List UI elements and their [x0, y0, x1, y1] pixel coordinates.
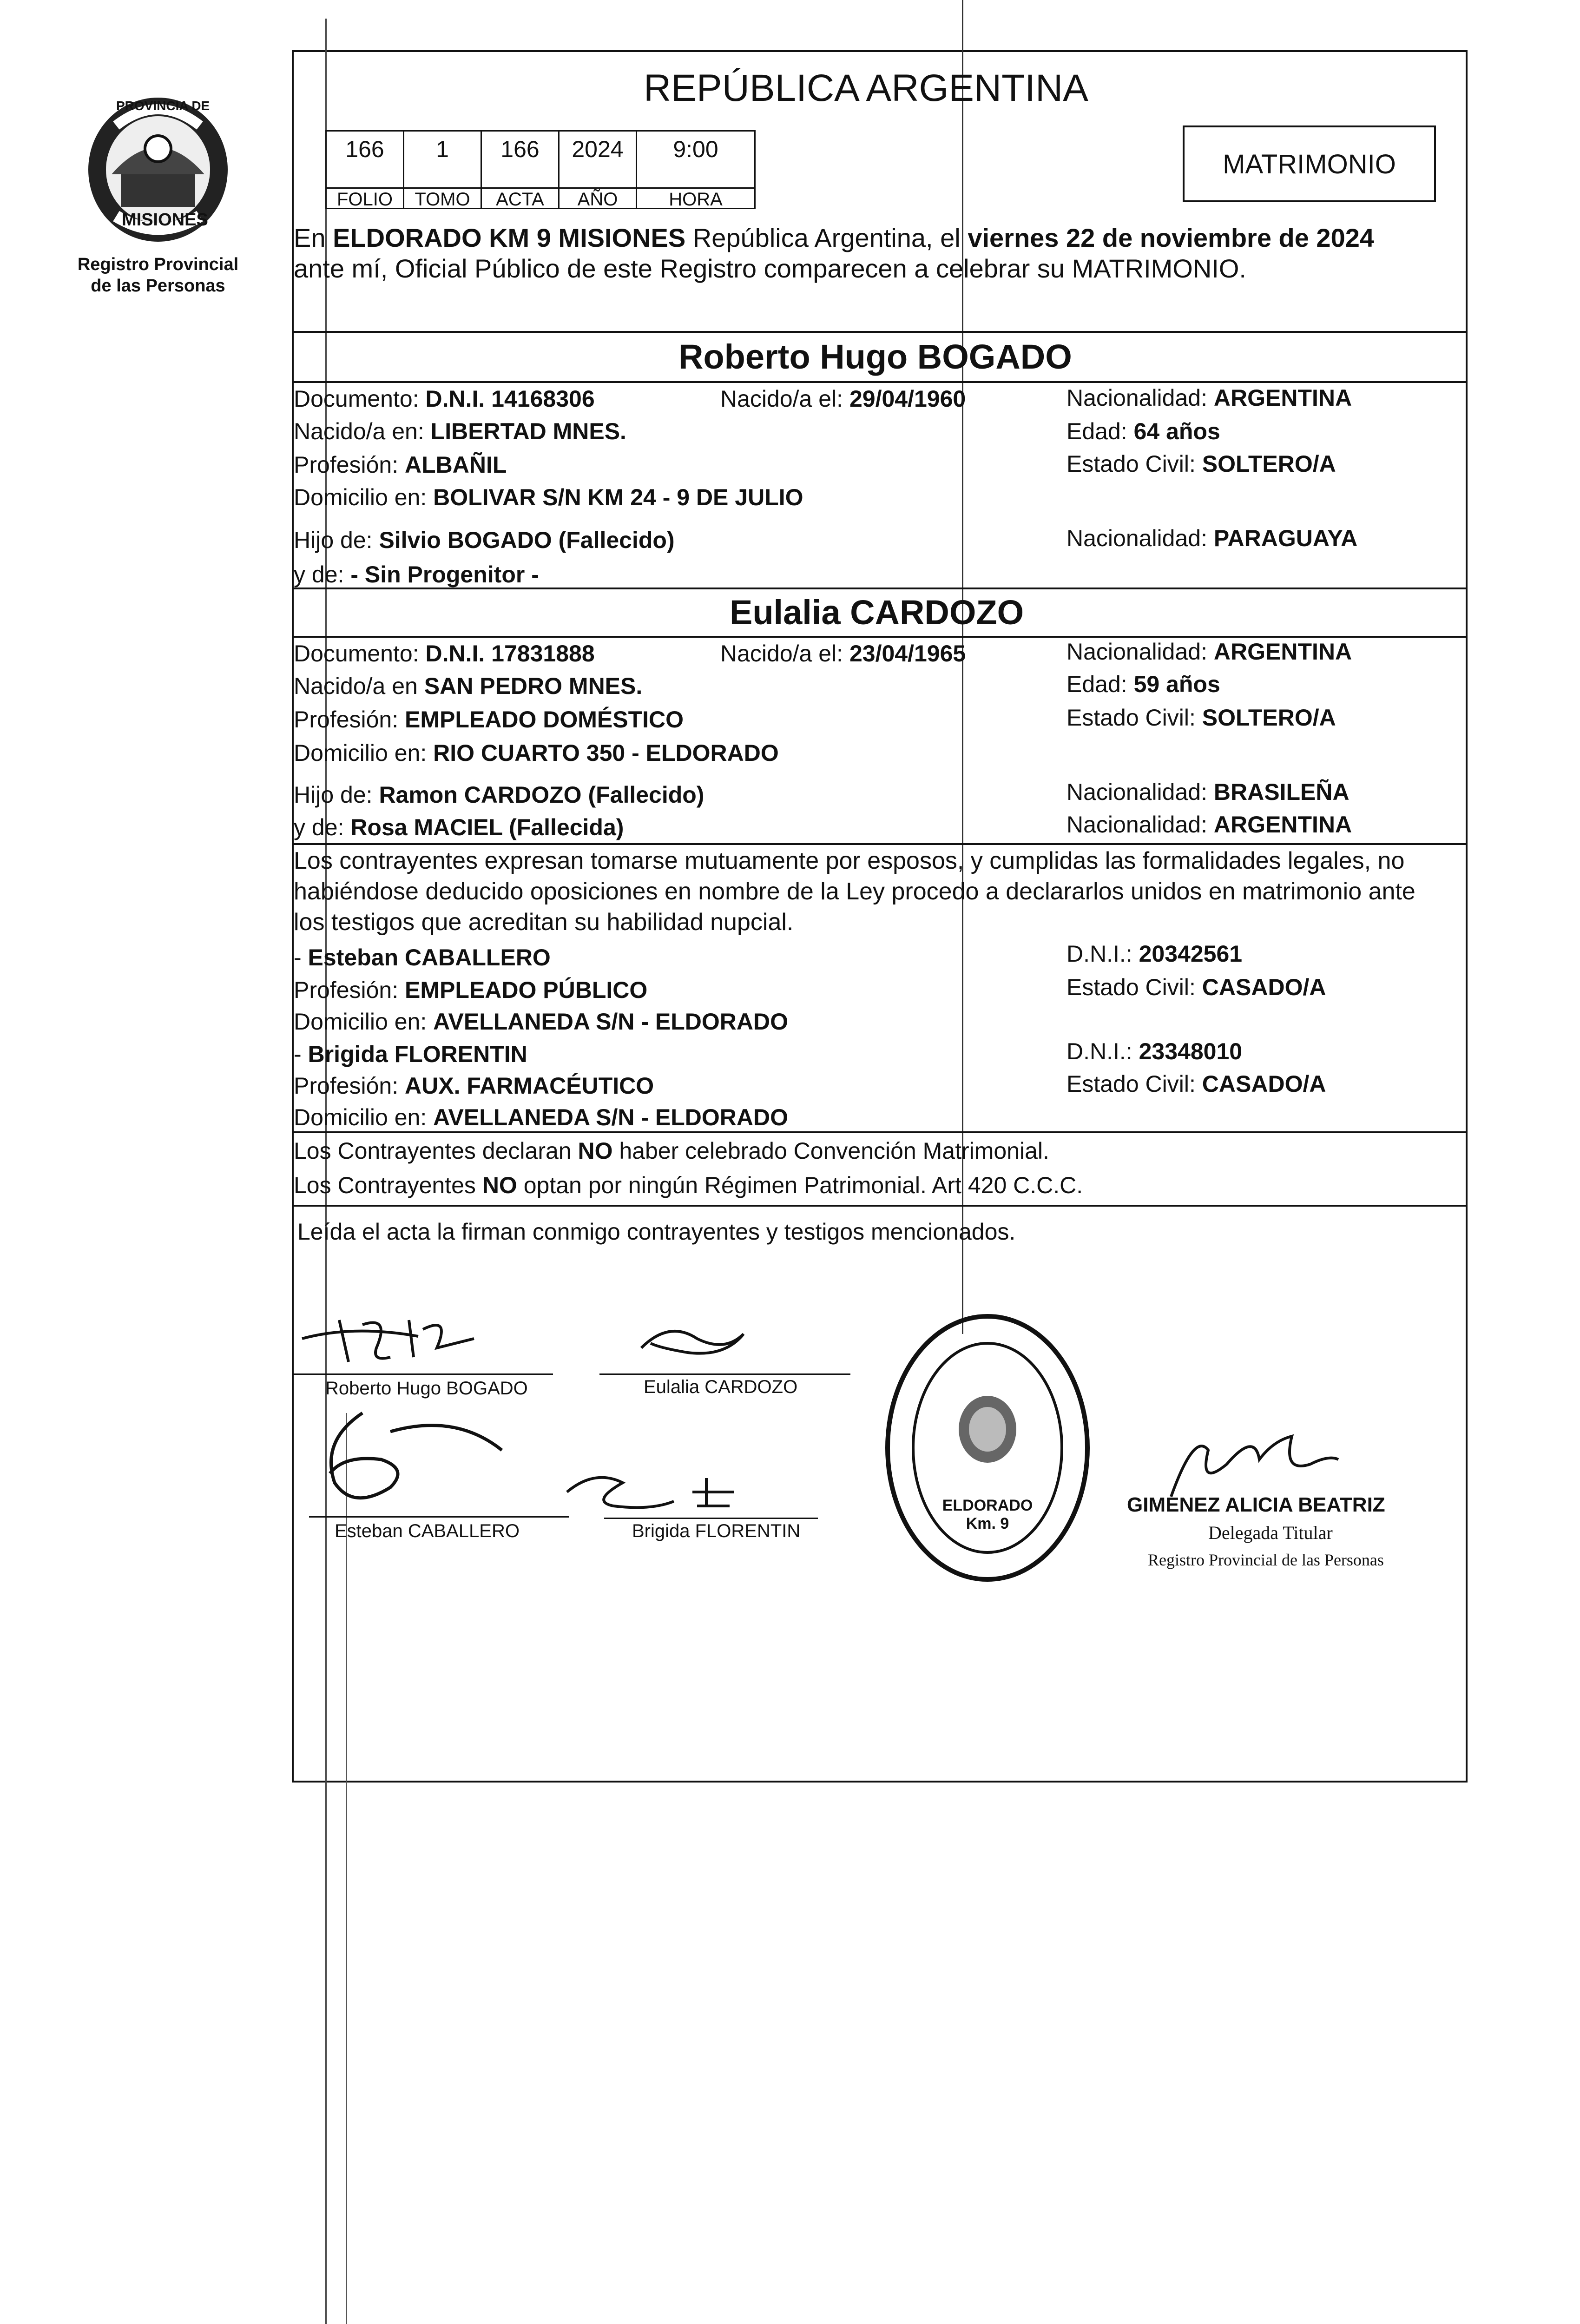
frame-bottom	[292, 1781, 1468, 1783]
signature-name-eulalia: Eulalia CARDOZO	[644, 1377, 798, 1397]
father-label: Hijo de:	[294, 782, 373, 808]
regime-text: haber celebrado Convención Matrimonial.	[619, 1138, 1049, 1164]
place-label: Nacido/a en:	[294, 418, 424, 444]
civil-value: SOLTERO/A	[1202, 705, 1336, 731]
year-label: AÑO	[560, 187, 636, 210]
witness2-prof	[294, 1072, 654, 1100]
declaration-line2: habiéndose deducido oposiciones en nombre de la Ley procedo a declararlos unidos en matrimonio ante	[294, 878, 1415, 905]
addr-value: BOLIVAR S/N KM 24 - 9 DE JULIO	[433, 484, 803, 510]
nat-label: Nacionalidad:	[1066, 385, 1207, 411]
place-value: SAN PEDRO MNES.	[424, 673, 643, 699]
spouse2-mother-nat	[1066, 811, 1352, 838]
declaration-line1: Los contrayentes expresan tomarse mutuamente por esposos, y cumplidas las formalidades legales, no	[294, 847, 1405, 874]
born-value: 29/04/1960	[849, 386, 966, 412]
witness2-dni	[1066, 1037, 1242, 1065]
registry-name-line2: de las Personas	[91, 276, 225, 296]
mother-value: - Sin Progenitor -	[350, 561, 539, 588]
witness1-prof	[294, 976, 647, 1004]
spouse2-mother	[294, 813, 624, 841]
divider	[292, 843, 1468, 845]
closing-text: Leída el acta la firman conmigo contrayentes y testigos mencionados.	[297, 1219, 1016, 1245]
mother-label: y de:	[294, 814, 344, 840]
witness1-dni	[1066, 940, 1242, 968]
spouse1-civil	[1066, 450, 1336, 478]
witness1-addr	[294, 1008, 788, 1036]
tomo-label: TOMO	[404, 187, 481, 210]
stamp-center-text: ELDORADO Km. 9	[942, 1497, 1033, 1532]
nat-label: Nacionalidad:	[1066, 639, 1207, 665]
divider	[292, 381, 1468, 383]
addr-label: Domicilio en:	[294, 1104, 427, 1130]
divider	[292, 588, 1468, 589]
nat-value: ARGENTINA	[1213, 639, 1352, 665]
doc-label: Documento:	[294, 386, 419, 412]
regime-text: Los Contrayentes declaran	[294, 1138, 572, 1164]
spouse1-mother	[294, 561, 539, 588]
spouse2-father	[294, 781, 704, 809]
spouse1-age	[1066, 417, 1220, 445]
nat-label: Nacionalidad:	[1066, 812, 1207, 838]
intro-line2: ante mí, Oficial Público de este Registro comparecen a celebrar su MATRIMONIO.	[294, 254, 1246, 283]
spouse2-born	[720, 640, 966, 667]
signature-line	[599, 1373, 850, 1375]
nat-value: ARGENTINA	[1213, 385, 1352, 411]
mother-label: y de:	[294, 561, 344, 588]
act-type-label: MATRIMONIO	[1223, 149, 1396, 179]
father-value: Ramon CARDOZO (Fallecido)	[379, 782, 704, 808]
father-label: Hijo de:	[294, 527, 373, 553]
official-stamp	[883, 1311, 1092, 1585]
regime-text: optan por ningún Régimen Patrimonial. Art 420 C.C.C.	[523, 1172, 1083, 1198]
dni-value: 23348010	[1139, 1038, 1243, 1064]
spouse1-name: Roberto Hugo BOGADO	[678, 337, 1072, 376]
civil-label: Estado Civil:	[1066, 705, 1196, 731]
addr-label: Domicilio en:	[294, 484, 427, 510]
prof-value: EMPLEADO PÚBLICO	[405, 977, 648, 1003]
prof-label: Profesión:	[294, 1073, 399, 1099]
emblem-text-top: PROVINCIA DE	[116, 99, 210, 113]
witness2-addr	[294, 1103, 788, 1131]
intro-date: viernes 22 de noviembre de 2024	[968, 223, 1375, 252]
official-name: GIMENEZ ALICIA BEATRIZ	[1127, 1493, 1385, 1516]
prof-label: Profesión:	[294, 977, 399, 1003]
doc-label: Documento:	[294, 640, 419, 667]
intro-line1	[294, 223, 1374, 253]
civil-label: Estado Civil:	[1066, 974, 1196, 1000]
doc-value: D.N.I. 17831888	[425, 640, 595, 667]
spouse2-civil	[1066, 704, 1336, 732]
prof-value: ALBAÑIL	[405, 452, 507, 478]
addr-label: Domicilio en:	[294, 740, 427, 766]
scan-line	[346, 1413, 347, 2324]
spouse2-doc	[294, 640, 595, 667]
witness-prefix: -	[294, 1041, 308, 1067]
folio-value: 166	[345, 136, 384, 162]
age-label: Edad:	[1066, 418, 1127, 444]
spouse2-father-nat	[1066, 778, 1350, 806]
folio-cell	[325, 130, 404, 209]
mother-value: Rosa MACIEL (Fallecida)	[350, 814, 624, 840]
spouse2-nat	[1066, 638, 1352, 666]
nat-label: Nacionalidad:	[1066, 525, 1207, 551]
dni-label: D.N.I.:	[1066, 941, 1132, 967]
registry-name-line1: Registro Provincial	[77, 255, 239, 274]
civil-value: SOLTERO/A	[1202, 451, 1336, 477]
country-title: REPÚBLICA ARGENTINA	[644, 67, 1088, 109]
act-type-box	[1183, 125, 1436, 202]
prof-label: Profesión:	[294, 706, 399, 733]
prof-label: Profesión:	[294, 452, 399, 478]
divider	[292, 1205, 1468, 1207]
witness-prefix: -	[294, 944, 308, 971]
spouse1-father-nat	[1066, 524, 1357, 552]
dni-label: D.N.I.:	[1066, 1038, 1132, 1064]
age-value: 59 años	[1133, 671, 1220, 697]
regime-text: Los Contrayentes	[294, 1172, 476, 1198]
signature-brigida	[558, 1464, 776, 1515]
nat-value: BRASILEÑA	[1213, 779, 1350, 805]
witness1-civil	[1066, 973, 1326, 1001]
signature-line	[293, 1373, 553, 1375]
witness2-civil	[1066, 1070, 1326, 1098]
addr-label: Domicilio en:	[294, 1009, 427, 1035]
signature-line	[604, 1518, 818, 1519]
born-label: Nacido/a el:	[720, 640, 843, 667]
tomo-cell	[403, 130, 482, 209]
frame-top	[292, 50, 1468, 52]
doc-value: D.N.I. 14168306	[425, 386, 595, 412]
born-value: 23/04/1965	[849, 640, 966, 667]
place-value: LIBERTAD MNES.	[430, 418, 626, 444]
regime-no: NO	[578, 1138, 613, 1164]
age-label: Edad:	[1066, 671, 1127, 697]
addr-value: AVELLANEDA S/N - ELDORADO	[433, 1104, 789, 1130]
prof-value: AUX. FARMACÉUTICO	[405, 1073, 654, 1099]
spouse2-addr	[294, 739, 779, 767]
time-cell	[636, 130, 756, 209]
frame-right	[1466, 50, 1468, 1783]
signature-name-brigida: Brigida FLORENTIN	[632, 1521, 801, 1541]
spouse1-prof	[294, 451, 507, 479]
civil-label: Estado Civil:	[1066, 1071, 1196, 1097]
nat-label: Nacionalidad:	[1066, 779, 1207, 805]
dni-value: 20342561	[1139, 941, 1243, 967]
tomo-value: 1	[436, 136, 449, 162]
born-label: Nacido/a el:	[720, 386, 843, 412]
folio-label: FOLIO	[327, 187, 403, 210]
prof-value: EMPLEADO DOMÉSTICO	[405, 706, 684, 733]
spouse2-name: Eulalia CARDOZO	[730, 593, 1024, 632]
witness-name: Brigida FLORENTIN	[308, 1041, 527, 1067]
regime-line2	[294, 1171, 1083, 1199]
signature-esteban	[316, 1404, 539, 1511]
age-value: 64 años	[1133, 418, 1220, 444]
witness-name: Esteban CABALLERO	[308, 944, 551, 971]
spouse1-addr	[294, 483, 803, 511]
father-value: Silvio BOGADO (Fallecido)	[379, 527, 675, 553]
year-value: 2024	[572, 136, 624, 162]
addr-value: RIO CUARTO 350 - ELDORADO	[433, 740, 779, 766]
spouse1-doc	[294, 385, 595, 413]
acta-cell	[481, 130, 560, 209]
signature-roberto	[297, 1311, 539, 1371]
witness1-name	[294, 944, 551, 971]
signature-name-esteban: Esteban CABALLERO	[335, 1521, 520, 1541]
signature-eulalia	[632, 1315, 762, 1367]
intro-country: República Argentina, el	[692, 223, 961, 252]
year-cell	[558, 130, 637, 209]
nat-value: ARGENTINA	[1213, 812, 1352, 838]
place-label: Nacido/a en	[294, 673, 418, 699]
declaration-line3: los testigos que acreditan su habilidad nupcial.	[294, 909, 794, 936]
nat-value: PARAGUAYA	[1213, 525, 1358, 551]
acta-value: 166	[500, 136, 540, 162]
time-value: 9:00	[673, 136, 718, 162]
regime-line1	[294, 1137, 1049, 1165]
witness2-name	[294, 1040, 527, 1068]
civil-label: Estado Civil:	[1066, 451, 1196, 477]
official-title: Delegada Titular	[1208, 1522, 1333, 1543]
spouse1-nat	[1066, 384, 1352, 412]
spouse2-age	[1066, 670, 1220, 698]
signature-name-roberto: Roberto Hugo BOGADO	[325, 1378, 528, 1399]
spouse1-place	[294, 417, 626, 445]
addr-value: AVELLANEDA S/N - ELDORADO	[433, 1009, 789, 1035]
spouse2-place	[294, 672, 642, 700]
intro-place: ELDORADO KM 9 MISIONES	[333, 223, 686, 252]
spouse1-born	[720, 385, 966, 413]
spouse2-prof	[294, 706, 684, 733]
divider	[292, 331, 1468, 333]
civil-value: CASADO/A	[1202, 1071, 1326, 1097]
emblem-text-bottom: MISIONES	[122, 210, 208, 230]
regime-no: NO	[482, 1172, 517, 1198]
time-label: HORA	[637, 187, 754, 210]
divider	[292, 1131, 1468, 1133]
intro-en: En	[294, 223, 326, 252]
official-org: Registro Provincial de las Personas	[1148, 1551, 1384, 1569]
acta-label: ACTA	[482, 187, 558, 210]
civil-value: CASADO/A	[1202, 974, 1326, 1000]
spouse1-father	[294, 526, 675, 554]
signature-line	[309, 1516, 569, 1518]
